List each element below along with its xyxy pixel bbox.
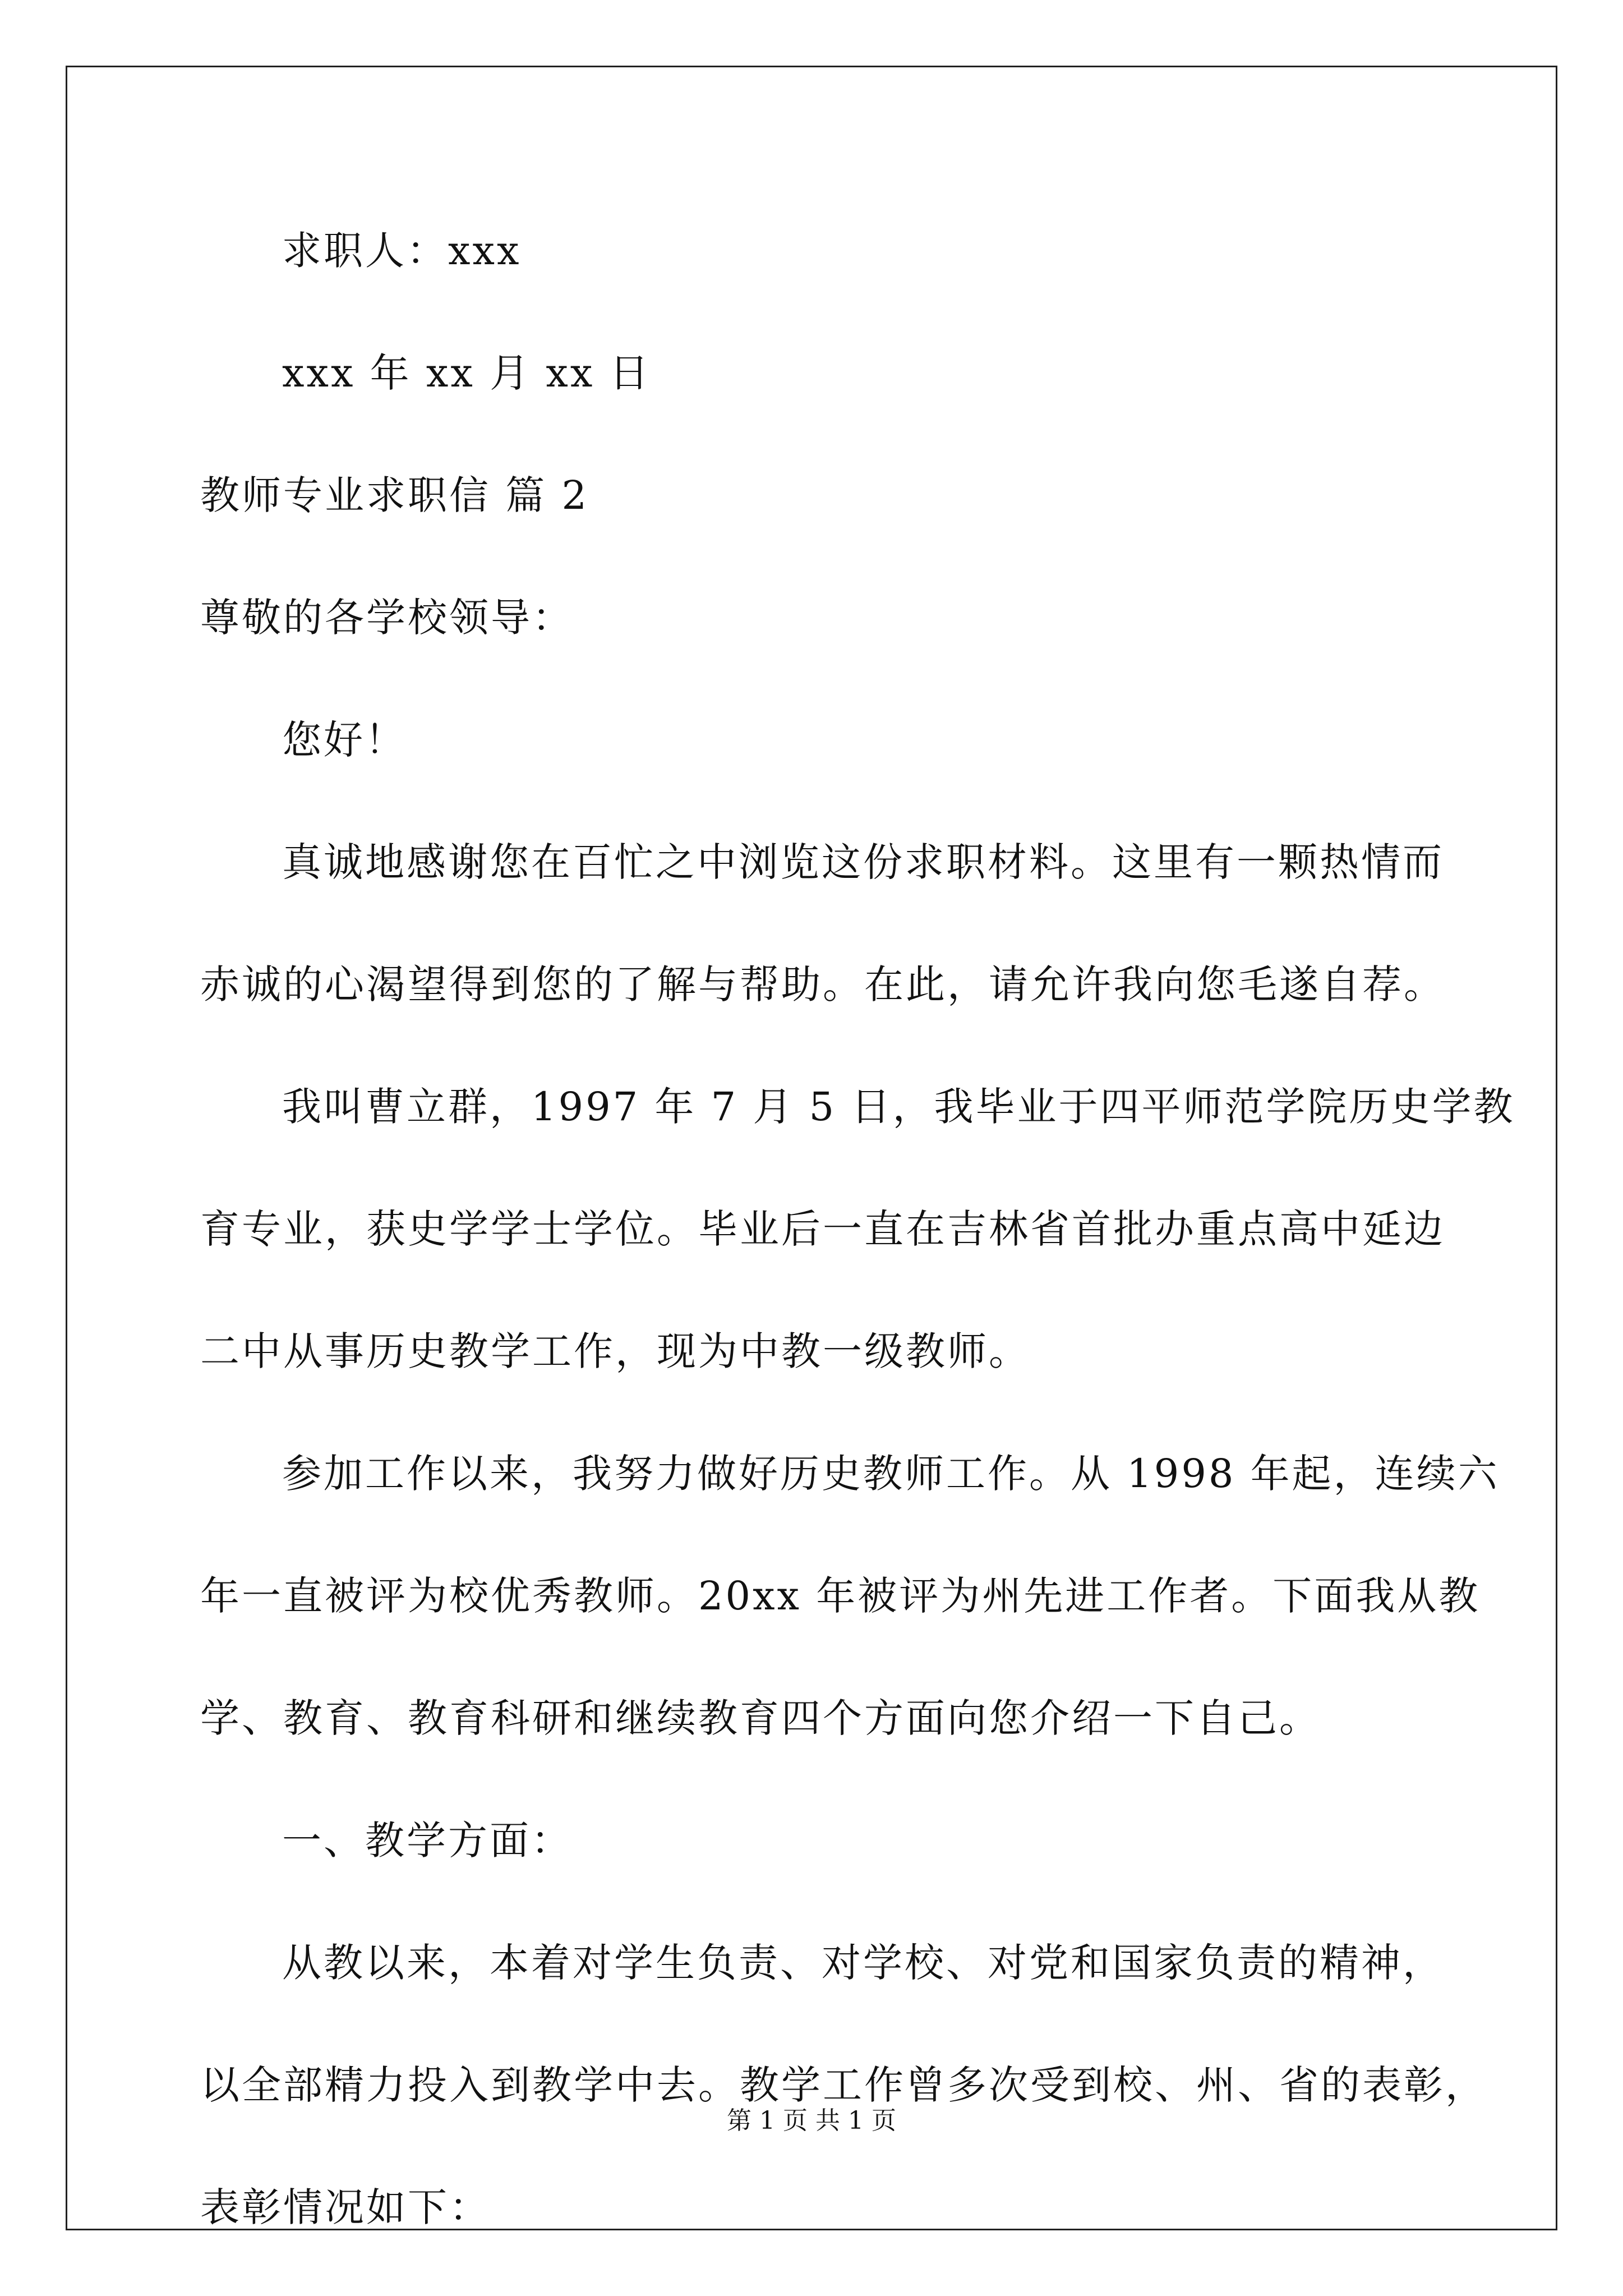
page-footer: 第 1 页 共 1 页: [727, 2106, 896, 2135]
paragraph-line: 参加工作以来，我努力做好历史教师工作。从 1998 年起，连续六: [282, 1451, 1500, 1497]
greeting: 您好！: [282, 717, 407, 763]
paragraph-line: 年一直被评为校优秀教师。20xx 年被评为州先进工作者。下面我从教: [200, 1573, 1481, 1619]
paragraph-line: 我叫曹立群，1997 年 7 月 5 日，我毕业于四平师范学院历史学教: [282, 1084, 1515, 1130]
paragraph-line: 真诚地感谢您在百忙之中浏览这份求职材料。这里有一颗热情而: [282, 839, 1444, 885]
paragraph-line: 表彰情况如下：: [200, 2184, 491, 2230]
paragraph-line: 二中从事历史教学工作，现为中教一级教师。: [200, 1328, 1030, 1374]
salutation: 尊敬的各学校领导：: [200, 595, 574, 641]
paragraph-line: 育专业，获史学学士学位。毕业后一直在吉林省首批办重点高中延边: [200, 1206, 1445, 1252]
paragraph-line: 赤诚的心渴望得到您的了解与帮助。在此，请允许我向您毛遂自荐。: [200, 961, 1445, 1007]
signature-date: xxx 年 xx 月 xx 日: [282, 350, 651, 396]
paragraph-line: 以全部精力投入到教学中去。教学工作曾多次受到校、州、省的表彰，: [200, 2062, 1487, 2108]
paragraph-line: 从教以来，本着对学生负责、对学校、对党和国家负责的精神，: [282, 1940, 1444, 1986]
subsection-heading: 一、教学方面：: [282, 1818, 573, 1864]
paragraph-line: 学、教育、教育科研和继续教育四个方面向您介绍一下自己。: [200, 1695, 1321, 1741]
section-heading: 教师专业求职信 篇 2: [200, 472, 589, 518]
applicant-signature: 求职人：xxx: [282, 228, 522, 274]
document-body: [200, 224, 1515, 2234]
